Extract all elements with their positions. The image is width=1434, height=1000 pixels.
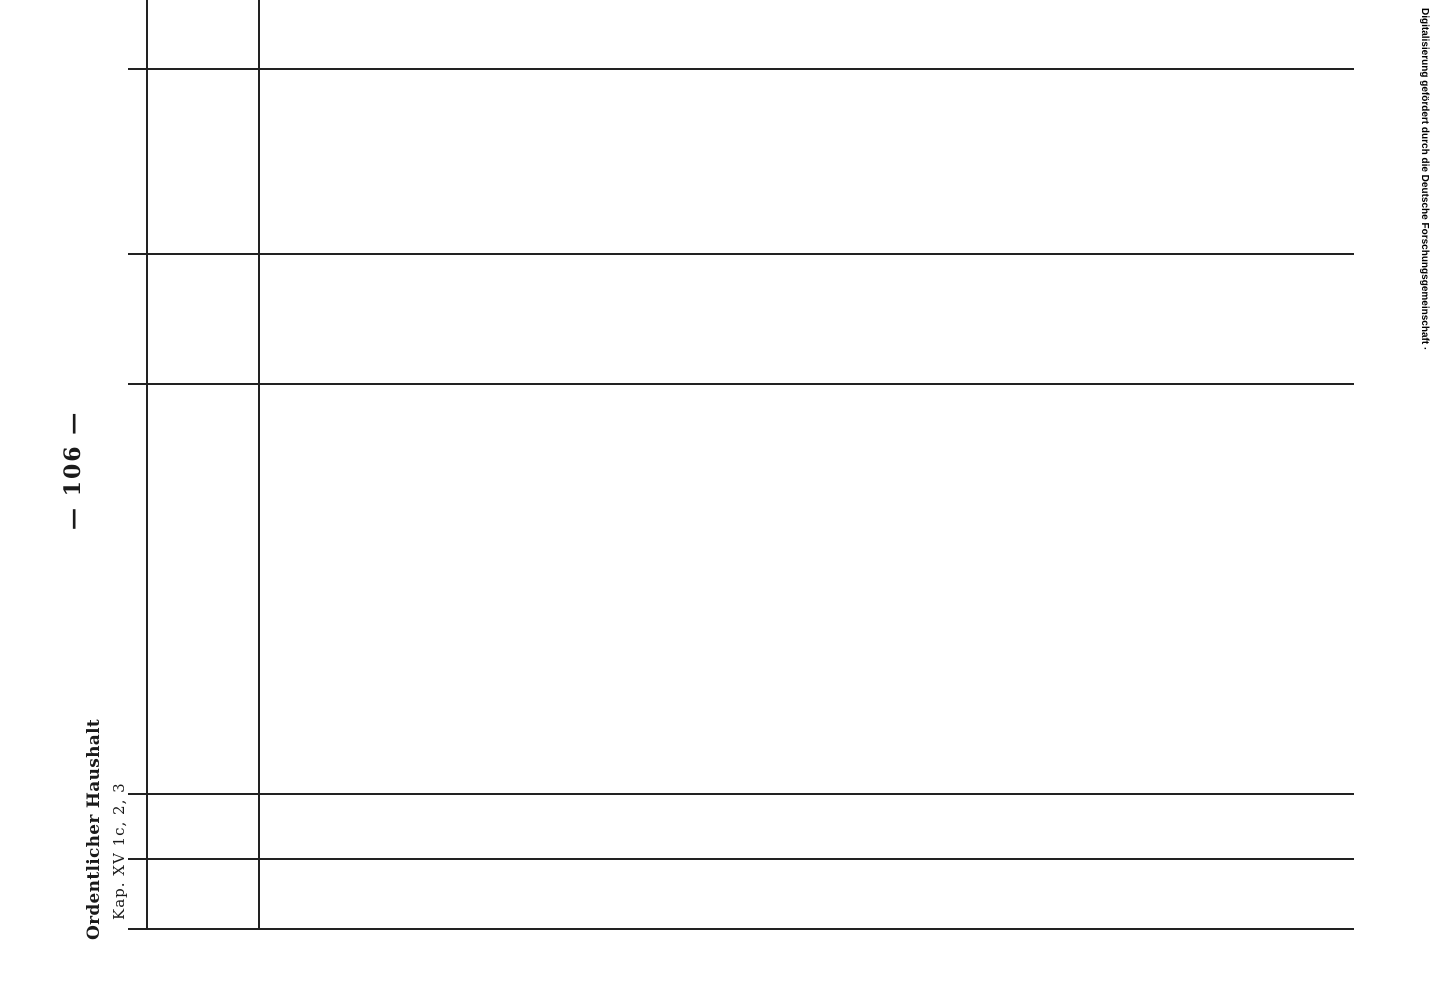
header-subtitle: Kap. XV 1c, 2, 3 [110,782,128,920]
dfg-credit [1418,8,1430,408]
ledger-table [128,70,1354,930]
col-divider [128,253,1354,255]
col-divider [128,928,1354,930]
dfg-credit-text: Digitalisierung gefördert durch die Deutsche Forschungsgemeinschaft · [1419,8,1430,351]
row-rule [146,70,148,930]
col-divider [128,793,1354,795]
row-rule [146,0,148,70]
row-rule [258,70,260,930]
page-number: — 106 — [60,410,86,530]
col-divider [128,858,1354,860]
col-divider [128,383,1354,385]
col-divider [128,68,1354,70]
row-rule [258,0,260,70]
header-title: Ordentlicher Haushalt [84,719,104,940]
